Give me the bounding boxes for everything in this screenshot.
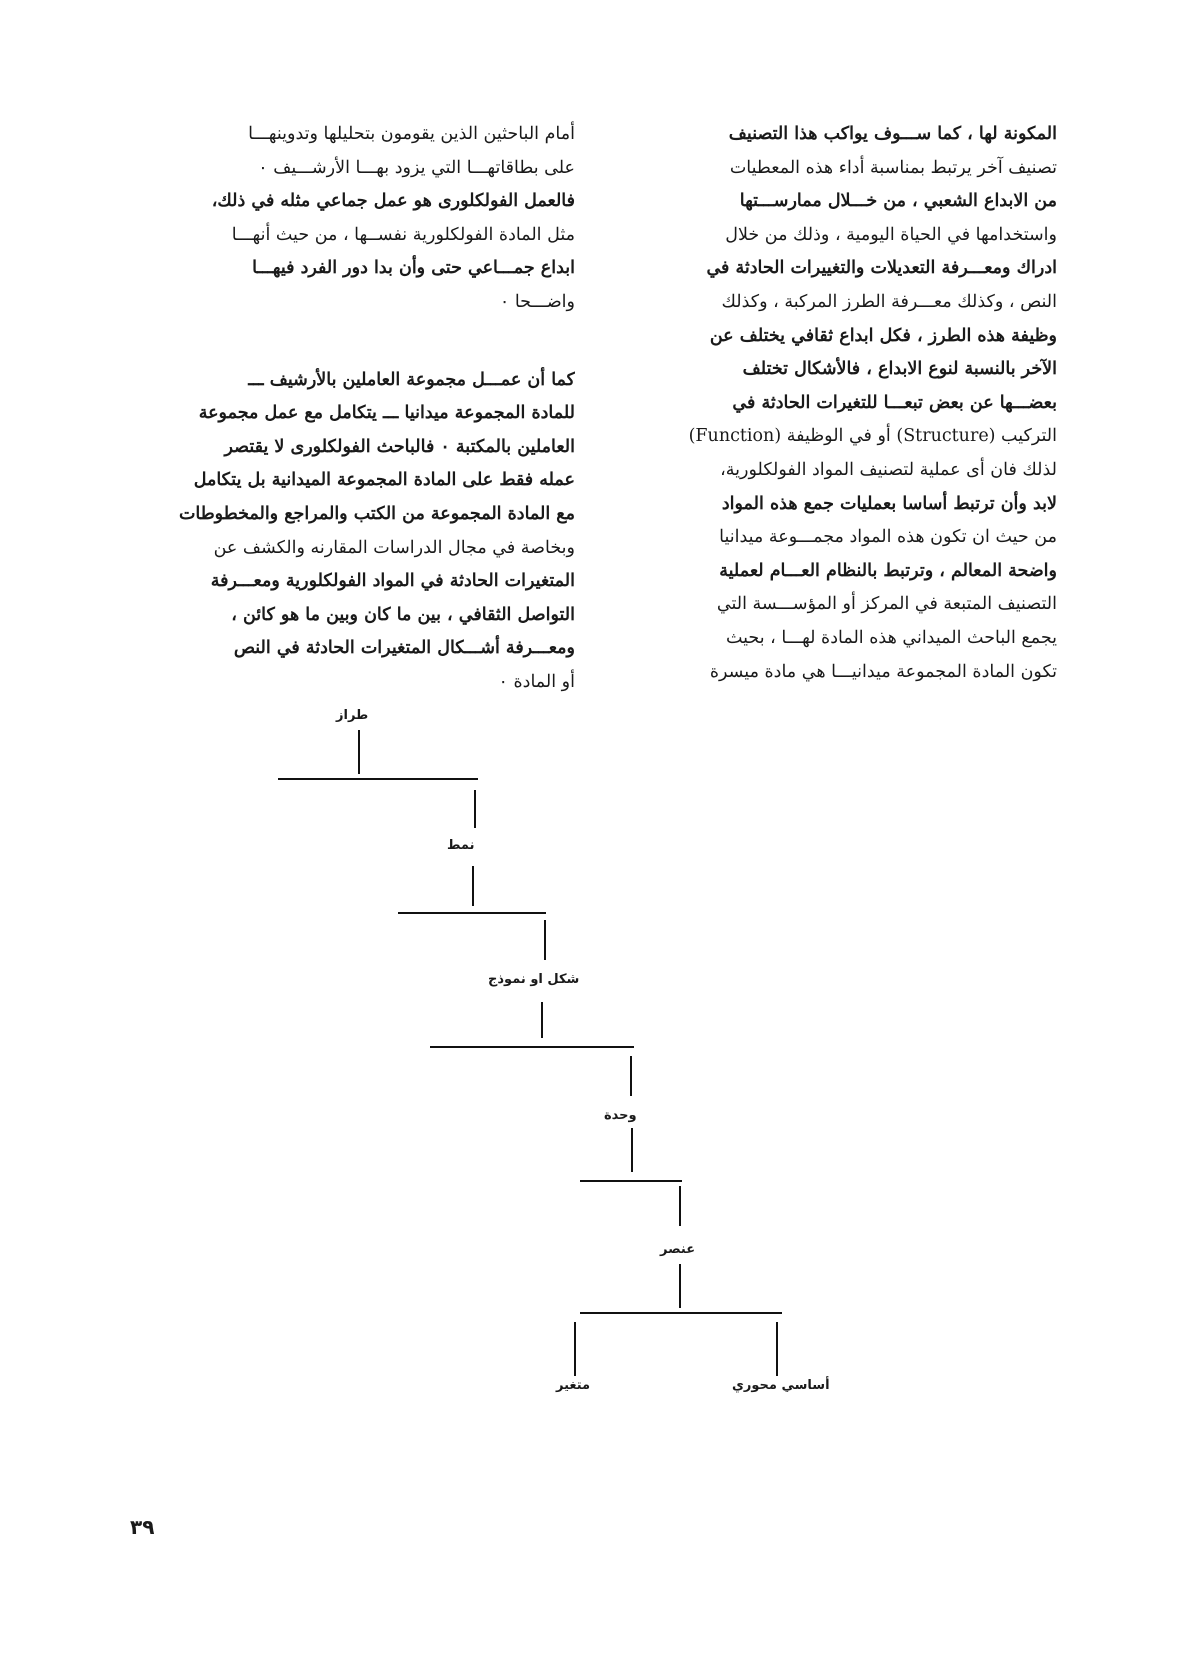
left-paragraph-2	[139, 364, 575, 700]
text-line: أمام الباحثين الذين يقومون بتحليلها وتدوينهـــا	[248, 124, 575, 144]
text-line: تكون المادة المجموعة ميدانيـــا هي مادة ميسرة	[709, 661, 1057, 682]
node-label-level3: شكل او نموذج	[488, 972, 580, 987]
page-number: ٣٩	[130, 1515, 155, 1539]
text-line: واضـــحا ٠	[499, 291, 575, 312]
text-line: واستخدامها في الحياة اليومية ، وذلك من خلال	[725, 224, 1057, 245]
text-line: التركيب (Structure) أو في الوظيفة (Function)	[688, 426, 1057, 447]
connector-vertical	[776, 1322, 778, 1376]
node-label-level2: نمط	[447, 838, 475, 853]
node-label-level5: عنصر	[660, 1242, 696, 1257]
connector-vertical	[574, 1322, 576, 1376]
text-line: كما أن عمـــل مجموعة العاملين بالأرشيف ـــ	[248, 369, 575, 390]
text-line: من الابداع الشعبي ، من خـــلال ممارســـتها	[739, 191, 1057, 212]
text-line: على بطاقاتهـــا التي يزود بهـــا الأرشـــيف ٠	[258, 157, 575, 178]
connector-vertical	[679, 1186, 681, 1226]
connector-horizontal	[278, 778, 478, 780]
connector-horizontal	[398, 912, 546, 914]
node-label-leaf-right: أساسي محوري	[732, 1378, 830, 1393]
node-label-level4: وحدة	[604, 1108, 637, 1123]
connector-vertical	[474, 790, 476, 828]
text-line: مع المادة المجموعة من الكتب والمراجع والمخطوطات	[178, 503, 575, 524]
text-line: أو المادة ٠	[498, 671, 575, 692]
connector-vertical	[541, 1002, 543, 1038]
connector-vertical	[630, 1056, 632, 1096]
text-line: ابداع جمـــاعي حتى وأن بدا دور الفرد فيهـــا	[252, 258, 575, 279]
right-text-column	[627, 118, 1057, 689]
text-line: مثل المادة الفولكلورية نفســها ، من حيث أنهـــا	[231, 224, 575, 245]
node-label-level1: طراز	[336, 708, 369, 723]
text-line: للمادة المجموعة ميدانيا ـــ يتكامل مع عمل مجموعة	[198, 403, 575, 424]
connector-vertical	[358, 730, 360, 774]
text-line: المتغيرات الحادثة في المواد الفولكلورية ومعـــرفة	[210, 571, 575, 592]
connector-horizontal	[430, 1046, 634, 1048]
text-line: واضحة المعالم ، وترتبط بالنظام العـــام لعملية	[719, 560, 1057, 581]
text-line: وبخاصة في مجال الدراسات المقارنه والكشف عن	[213, 537, 575, 558]
text-line: يجمع الباحث الميداني هذه المادة لهـــا ، بحيث	[725, 627, 1057, 648]
text-line: ومعـــرفة أشـــكال المتغيرات الحادثة في النص	[233, 638, 575, 659]
connector-vertical	[679, 1264, 681, 1308]
text-line: العاملين بالمكتبة ٠ فالباحث الفولكلورى لا يقتصر	[224, 436, 575, 457]
node-label-leaf-left: متغير	[556, 1378, 591, 1393]
text-line: الآخر بالنسبة لنوع الابداع ، فالأشكال تختلف	[742, 359, 1057, 380]
text-line: عمله فقط على المادة المجموعة الميدانية بل يتكامل	[193, 470, 575, 491]
connector-horizontal	[580, 1180, 682, 1182]
connector-vertical	[544, 920, 546, 960]
text-line: لذلك فان أى عملية لتصنيف المواد الفولكلورية،	[720, 459, 1057, 480]
text-line: المكونة لها ، كما ســـوف يواكب هذا التصنيف	[728, 124, 1057, 144]
text-line: بعضـــها عن بعض تبعـــا للتغيرات الحادثة في	[732, 392, 1057, 413]
text-line: التصنيف المتبعة في المركز أو المؤســـسة التي	[716, 594, 1057, 615]
text-line: تصنيف آخر يرتبط بمناسبة أداء هذه المعطيات	[729, 157, 1057, 178]
connector-vertical	[631, 1128, 633, 1172]
text-line: فالعمل الفولكلورى هو عمل جماعي مثله في ذلك،	[211, 191, 575, 212]
connector-vertical	[472, 866, 474, 906]
text-line: التواصل الثقافي ، بين ما كان وبين ما هو كائن ،	[231, 604, 575, 625]
left-text-column	[139, 118, 575, 700]
left-paragraph-1	[139, 118, 575, 320]
text-line: النص ، وكذلك معـــرفة الطرز المركبة ، وكذلك	[721, 291, 1057, 312]
text-line: لابد وأن ترتبط أساسا بعمليات جمع هذه المواد	[721, 493, 1057, 514]
text-line: وظيفة هذه الطرز ، فكل ابداع ثقافي يختلف عن	[709, 325, 1057, 346]
connector-horizontal	[580, 1312, 782, 1314]
text-line: من حيث ان تكون هذه المواد مجمـــوعة ميدانيا	[719, 527, 1057, 548]
text-line: ادراك ومعـــرفة التعديلات والتغييرات الحادثة في	[706, 258, 1057, 279]
paragraph-gap	[139, 320, 575, 364]
